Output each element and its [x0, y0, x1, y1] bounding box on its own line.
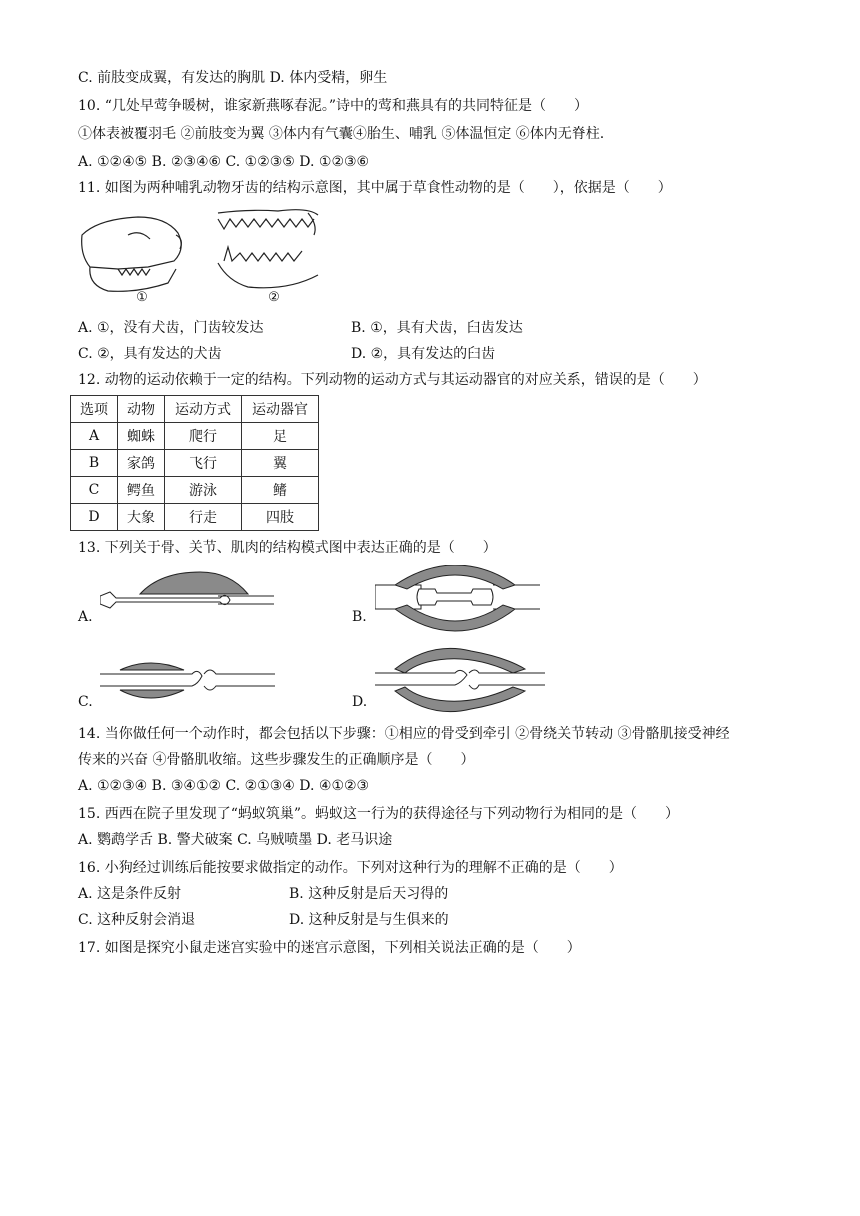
header-cell: 选项: [71, 396, 118, 423]
q10-options: A. ①②④⑤ B. ②③④⑥ C. ①②③⑤ D. ①②③⑥: [78, 154, 370, 170]
table-cell: 蜘蛛: [118, 423, 165, 450]
teeth-figure: [78, 205, 338, 305]
diagram-b: [375, 565, 540, 635]
table-row: [71, 423, 319, 450]
q16-stem: 16. 小狗经过训练后能按要求做指定的动作。下列对这种行为的理解不正确的是（ ）: [78, 860, 623, 876]
table-cell: 游泳: [165, 477, 242, 504]
table-cell: 家鸽: [118, 450, 165, 477]
q11-stem: 11. 如图为两种哺乳动物牙齿的结构示意图，其中属于草食性动物的是（ ），依据是（ ）: [78, 180, 672, 196]
table-row: [71, 450, 319, 477]
table-cell: B: [71, 450, 118, 477]
skull-2-drawing: [218, 210, 318, 288]
header-cell: 运动方式: [165, 396, 242, 423]
table-cell: D: [71, 504, 118, 531]
q13-stem: 13. 下列关于骨、关节、肌肉的结构模式图中表达正确的是（ ）: [78, 540, 497, 556]
option-a-label: A.: [78, 609, 93, 625]
q15-stem: 15. 西西在院子里发现了“蚂蚁筑巢”。蚂蚁这一行为的获得途径与下列动物行为相同的是（ ）: [78, 806, 680, 822]
q16-option-b: B. 这种反射是后天习得的: [289, 886, 449, 902]
q14-stem-line2: 传来的兴奋 ④骨骼肌收缩。这些步骤发生的正确顺序是（ ）: [78, 752, 475, 768]
figure-label-2: ②: [268, 290, 280, 305]
header-cell: 动物: [118, 396, 165, 423]
table-cell: 鳄鱼: [118, 477, 165, 504]
q10-stem: 10. “几处早莺争暖树，谁家新燕啄春泥。”诗中的莺和燕具有的共同特征是（ ）: [78, 98, 589, 114]
table-cell: 四肢: [242, 504, 319, 531]
q9-options: C. 前肢变成翼，有发达的胸肌 D. 体内受精，卵生: [78, 70, 388, 86]
q12-stem: 12. 动物的运动依赖于一定的结构。下列动物的运动方式与其运动器官的对应关系，错误的是（ ）: [78, 372, 707, 388]
q15-options: A. 鹦鹉学舌 B. 警犬破案 C. 乌贼喷墨 D. 老马识途: [78, 832, 393, 848]
table-row: [71, 504, 319, 531]
option-d-label: D.: [352, 694, 368, 710]
table-cell: 大象: [118, 504, 165, 531]
table-cell: 鳍: [242, 477, 319, 504]
header-cell: 运动器官: [242, 396, 319, 423]
table-cell: 飞行: [165, 450, 242, 477]
diagram-c: [100, 650, 275, 710]
q17-stem: 17. 如图是探究小鼠走迷宫实验中的迷宫示意图，下列相关说法正确的是（ ）: [78, 940, 581, 956]
table-cell: 行走: [165, 504, 242, 531]
table-header-row: [71, 396, 319, 423]
q11-option-a: A. ①，没有犬齿，门齿较发达: [78, 320, 264, 336]
skull-1-drawing: [82, 217, 182, 291]
table-row: [71, 477, 319, 504]
figure-label-1: ①: [136, 290, 148, 305]
q14-stem-line1: 14. 当你做任何一个动作时，都会包括以下步骤：①相应的骨受到牵引 ②骨绕关节转动 ③骨骼肌接受神经: [78, 726, 730, 742]
q10-items: ①体表被覆羽毛 ②前肢变为翼 ③体内有气囊④胎生、哺乳 ⑤体温恒定 ⑥体内无脊柱.: [78, 126, 605, 142]
q11-option-c: C. ②，具有发达的犬齿: [78, 346, 222, 362]
q16-option-d: D. 这种反射是与生俱来的: [289, 912, 449, 928]
table-cell: A: [71, 423, 118, 450]
q14-options: A. ①②③④ B. ③④①② C. ②①③④ D. ④①②③: [78, 778, 370, 794]
diagram-d: [375, 645, 545, 715]
table-cell: 爬行: [165, 423, 242, 450]
q16-option-a: A. 这是条件反射: [78, 886, 182, 902]
q16-option-c: C. 这种反射会消退: [78, 912, 196, 928]
table-cell: C: [71, 477, 118, 504]
option-b-label: B.: [352, 609, 367, 625]
table-cell: 翼: [242, 450, 319, 477]
table-cell: 足: [242, 423, 319, 450]
q11-option-d: D. ②，具有发达的臼齿: [351, 346, 496, 362]
q12-table: [70, 395, 319, 531]
q11-option-b: B. ①，具有犬齿，臼齿发达: [351, 320, 523, 336]
option-c-label: C.: [78, 694, 93, 710]
diagram-a: [100, 570, 280, 620]
